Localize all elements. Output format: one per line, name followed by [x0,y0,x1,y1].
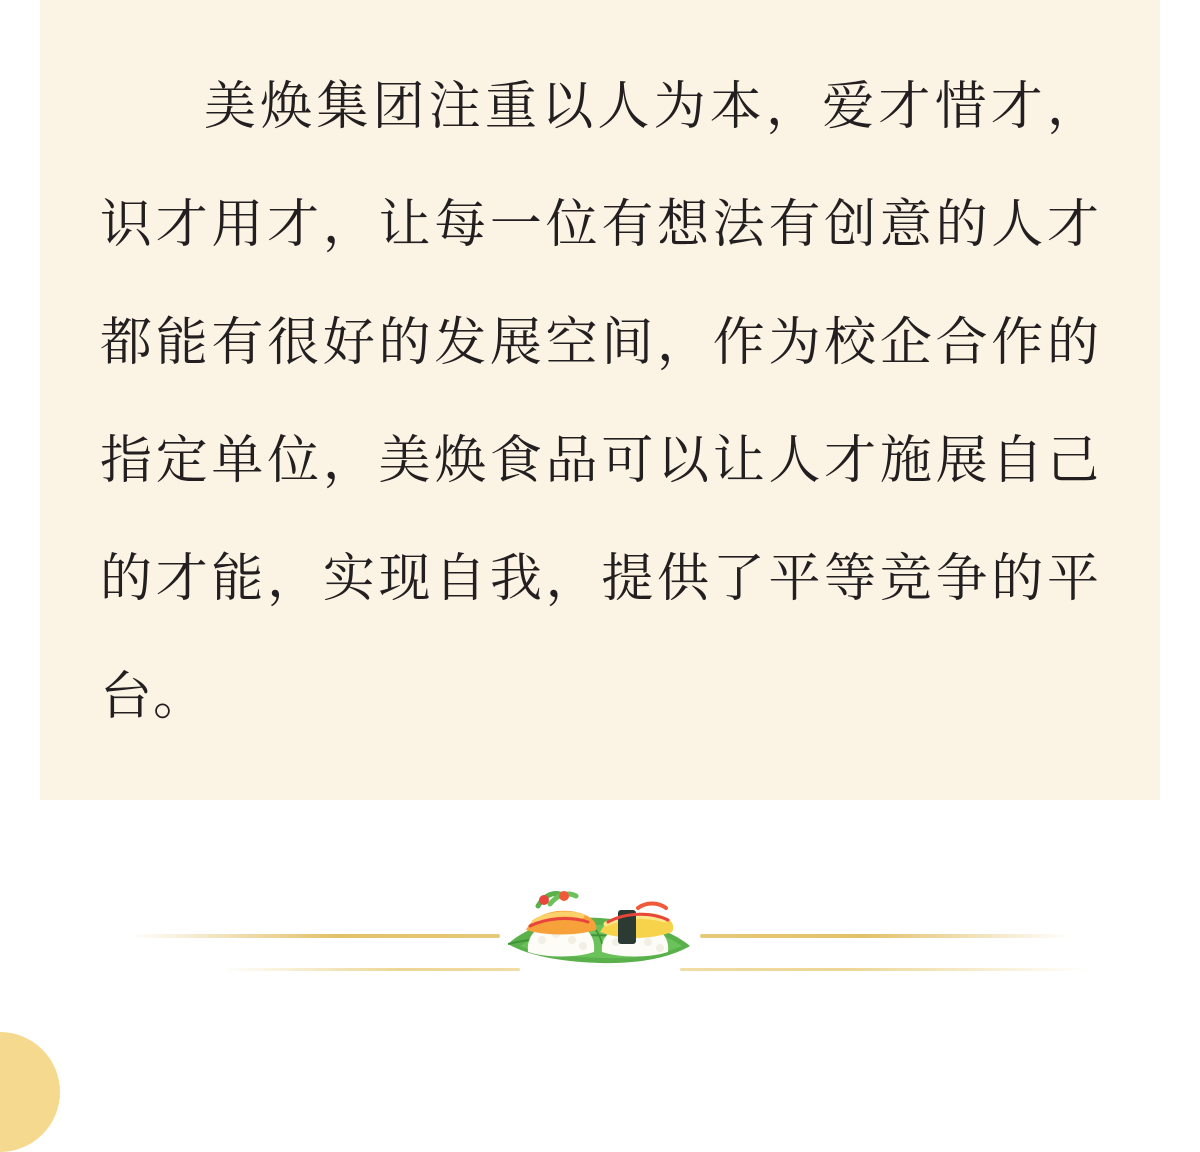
divider-line-right-upper [700,934,1070,938]
divider-line-right-lower [680,968,1090,971]
divider-line-left-upper [130,934,500,938]
bottom-spacer [0,1000,1200,1112]
decorative-divider [0,840,1200,1000]
body-paragraph: 美焕集团注重以人为本，爱才惜才，识才用才，让每一位有想法有创意的人才都能有很好的发展空间，作为校企合作的指定单位，美焕食品可以让人才施展自己的才能，实现自我，提供了平等竞争的平台。 [100,78,1100,726]
divider-line-left-lower [220,968,520,971]
text-panel [40,0,1160,800]
sushi-icon [490,860,710,970]
